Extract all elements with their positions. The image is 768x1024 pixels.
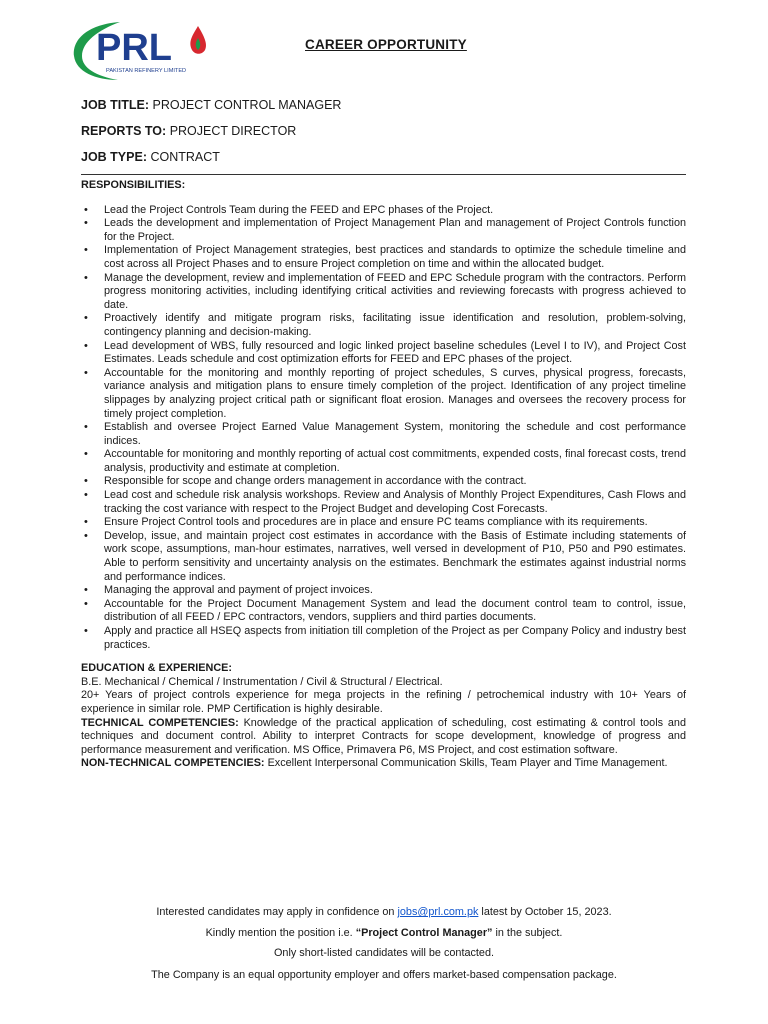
technical-competencies [81,717,686,758]
divider [81,174,686,175]
list-item: • Proactively identify and mitigate program risks, facilitating issue identification and resolution, problem-solving, contingency planning and decision-making. [81,312,686,339]
non-technical-label: NON-TECHNICAL COMPETENCIES: [81,757,265,770]
mention-line [0,927,768,939]
email-link[interactable]: jobs@prl.com.pk [397,906,479,918]
list-item: • Managing the approval and payment of project invoices. [81,584,686,598]
list-item: • Lead the Project Controls Team during the FEED and EPC phases of the Project. [81,204,686,218]
education-heading: EDUCATION & EXPERIENCE: [81,662,233,675]
list-item: • Apply and practice all HSEQ aspects from initiation till completion of the Project as per Company Policy and industry best practices. [81,625,686,652]
equal-opportunity-note: The Company is an equal opportunity employer and offers market-based compensation package. [151,969,617,981]
list-item: • Implementation of Project Management strategies, best practices and standards to optimize the schedule timeline and cost across all Project Phases and to ensure Project completion on time and within the allocated budget. [81,244,686,271]
apply-after-text: latest by October 15, 2023. [481,906,612,918]
job-title-field [81,98,341,112]
logo-tagline: PAKISTAN REFINERY LIMITED [106,68,187,74]
list-item: • Lead cost and schedule risk analysis workshops. Review and Analysis of Monthly Project Expenditures, Cash Flows and tracking the cost variance with respect to the Project Budget and developing Cost Forecasts. [81,489,686,516]
job-type-field [81,150,220,164]
shortlist-note: Only short-listed candidates will be contacted. [274,947,494,959]
list-item: • Accountable for the monitoring and monthly reporting of project schedules, S curves, physical progress, forecasts, variance analysis and mitigation plans to ensure timely completion of the project. Identification of any project timeline slippages by analyzing project critical path or significant float erosion. Manages and oversees the recovery process for timely project completion. [81,367,686,421]
mention-after-text: in the subject. [495,927,563,939]
job-title-label: JOB TITLE: [81,98,150,112]
reports-to-field [81,124,296,138]
company-logo [68,14,218,86]
apply-before-text: Interested candidates may apply in confidence on [156,906,395,918]
job-type-label: JOB TYPE: [81,150,147,164]
technical-label: TECHNICAL COMPETENCIES: [81,716,239,729]
list-item: • Ensure Project Control tools and procedures are in place and ensure PC teams compliance with its requirements. [81,516,686,530]
page-title: CAREER OPPORTUNITY [305,37,467,52]
logo-brand: PRL [96,27,172,69]
list-item: • Develop, issue, and maintain project cost estimates in accordance with the Basis of Estimate including statements of work scope, assumptions, man-hour estimates, narratives, well versed in development of P10, P50 and P90 estimates. Able to perform sensitivity and uncertainty analysis on the estimates. Benchmark the estimates against industrial norms and performance indices. [81,530,686,584]
apply-line [0,906,768,918]
non-technical-competencies [81,757,686,771]
education-degree: B.E. Mechanical / Chemical / Instrumentation / Civil & Structural / Electrical. [81,675,443,688]
job-description [81,179,686,771]
responsibilities-heading: RESPONSIBILITIES: [81,179,186,191]
education-experience: 20+ Years of project controls experience for mega projects in the refining / petrochemical industry with 10+ Years of experience in similar role. PMP Certification is highly desirable. [81,689,686,715]
job-type-value: CONTRACT [150,150,220,164]
list-item: • Manage the development, review and implementation of FEED and EPC Schedule program with the contractors. Perform progress monitoring activities, including identifying critical activities and reviewing forecasts with progress achieved to date. [81,272,686,313]
list-item: • Establish and oversee Project Earned Value Management System, monitoring the schedule and cost performance indices. [81,421,686,448]
position-name: “Project Control Manager” [355,927,493,939]
responsibilities-list [81,204,686,653]
non-technical-text: Excellent Interpersonal Communication Skills, Team Player and Time Management. [267,757,668,770]
list-item: • Accountable for monitoring and monthly reporting of actual cost commitments, expended costs, final forecast costs, trend analysis, productivity and estimate at completion. [81,448,686,475]
technical-text: Knowledge of the practical application of scheduling, cost estimating & control tools and techniques and document control. Ability to interpret Contracts for scope development, knowledge of progress and performance measurement and verification. MS Office, Primavera P6, MS Project, and cost estimation software. [81,716,686,756]
list-item: • Responsible for scope and change orders management in accordance with the contract. [81,475,686,489]
reports-to-value: PROJECT DIRECTOR [169,124,297,138]
job-title-value: PROJECT CONTROL MANAGER [152,98,342,112]
list-item: • Leads the development and implementation of Project Management Plan and management of Project Controls function for the Project. [81,217,686,244]
reports-to-label: REPORTS TO: [81,124,167,138]
list-item: • Lead development of WBS, fully resourced and logic linked project baseline schedules (Level I to IV), and Project Cost Estimates. Leads schedule and cost optimization efforts for FEED and EPC phases of the project. [81,340,686,367]
mention-before-text: Kindly mention the position i.e. [205,927,353,939]
list-item: • Accountable for the Project Document Management System and lead the document control team to control, issue, distribution of all FEED / EPC contractors, vendors, suppliers and third parties documents. [81,598,686,625]
